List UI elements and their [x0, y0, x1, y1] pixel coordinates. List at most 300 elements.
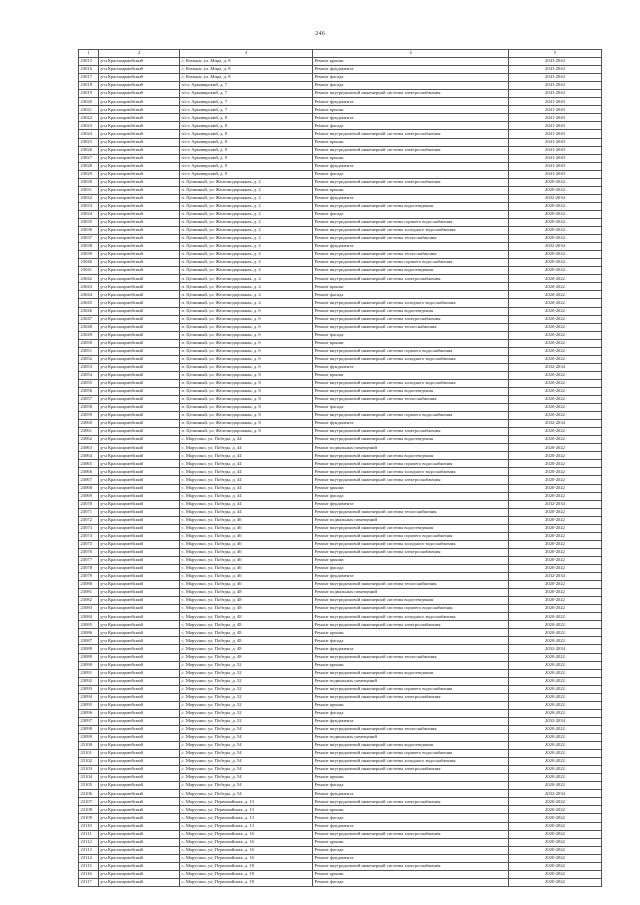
row-number-cell: 23024: [79, 130, 99, 138]
municipality-cell: р-н Красноармейский: [99, 275, 180, 283]
municipality-cell: р-н Красноармейский: [99, 645, 180, 653]
work-type-cell: Ремонт внутридомовой инженерной системы теплоснабжения: [313, 581, 509, 589]
period-cell: 2020-2022: [509, 210, 602, 218]
work-type-cell: Ремонт внутридомовой инженерной системы водоотведения: [313, 307, 509, 315]
row-number-cell: 23047: [79, 315, 99, 323]
row-number-cell: 23032: [79, 194, 99, 202]
work-type-cell: Ремонт крыши: [313, 774, 509, 782]
work-type-cell: Ремонт внутридомовой инженерной системы холодного водоснабжения: [313, 540, 509, 548]
table-row: [79, 468, 602, 476]
row-number-cell: 23110: [79, 822, 99, 830]
row-number-cell: 23089: [79, 653, 99, 661]
address-cell: п. Целинный, ул. Железнодорожная, д. 4: [180, 243, 313, 251]
address-cell: с. Марусино, ул. Победы, д. 54: [180, 782, 313, 790]
table-row: [79, 186, 602, 194]
period-cell: 2020-2022: [509, 661, 602, 669]
period-cell: 2032-2034: [509, 194, 602, 202]
municipality-cell: р-н Красноармейский: [99, 170, 180, 178]
table-row: [79, 573, 602, 581]
work-type-cell: Ремонт фундамента: [313, 114, 509, 122]
table-row: [79, 870, 602, 878]
address-cell: с. Марусино, ул. Победы, д. 48: [180, 637, 313, 645]
table-row: [79, 508, 602, 516]
row-number-cell: 23031: [79, 186, 99, 194]
address-cell: п. Целинный, ул. Железнодорожная, д. 6: [180, 355, 313, 363]
table-row: [79, 862, 602, 870]
row-number-cell: 23030: [79, 178, 99, 186]
table-row: [79, 685, 602, 693]
row-number-cell: 23025: [79, 138, 99, 146]
period-cell: 2020-2022: [509, 532, 602, 540]
address-cell: п. Целинный, ул. Железнодорожная, д. 2: [180, 178, 313, 186]
period-cell: 2020-2022: [509, 605, 602, 613]
row-number-cell: 23050: [79, 339, 99, 347]
municipality-cell: р-н Красноармейский: [99, 436, 180, 444]
address-cell: с. Марусино, ул. Победы, д. 44: [180, 484, 313, 492]
address-cell: с. Марусино, ул. Победы, д. 52: [180, 701, 313, 709]
municipality-cell: р-н Красноармейский: [99, 114, 180, 122]
work-type-cell: Ремонт внутридомовой инженерной системы холодного водоснабжения: [313, 355, 509, 363]
municipality-cell: р-н Красноармейский: [99, 484, 180, 492]
work-type-cell: Ремонт крыши: [313, 283, 509, 291]
period-cell: 2020-2022: [509, 862, 602, 870]
address-cell: п. Целинный, ул. Железнодорожная, д. 2: [180, 194, 313, 202]
period-cell: 2041-2043: [509, 114, 602, 122]
row-number-cell: 23048: [79, 323, 99, 331]
work-type-cell: Ремонт внутридомовой инженерной системы теплоснабжения: [313, 725, 509, 733]
address-cell: с. Марусино, ул. Победы, д. 52: [180, 661, 313, 669]
row-number-cell: 23099: [79, 733, 99, 741]
address-cell: с. Марусино, ул. Победы, д. 44: [180, 460, 313, 468]
period-cell: 2041-2043: [509, 58, 602, 66]
municipality-cell: р-н Красноармейский: [99, 476, 180, 484]
row-number-cell: 23065: [79, 460, 99, 468]
municipality-cell: р-н Красноармейский: [99, 597, 180, 605]
row-number-cell: 23084: [79, 613, 99, 621]
municipality-cell: р-н Красноармейский: [99, 814, 180, 822]
row-number-cell: 23076: [79, 548, 99, 556]
row-number-cell: 23116: [79, 870, 99, 878]
table-row: [79, 428, 602, 436]
address-cell: п/ст. Армавирский, д. 7: [180, 106, 313, 114]
period-cell: 2020-2022: [509, 685, 602, 693]
work-type-cell: Ремонт внутридомовой инженерной системы горячего водоснабжения: [313, 347, 509, 355]
work-type-cell: Ремонт внутридомовой инженерной системы водоотведения: [313, 524, 509, 532]
table-row: [79, 339, 602, 347]
address-cell: п/ст. Армавирский, д. 7: [180, 98, 313, 106]
address-cell: с. Марусино, ул. Победы, д. 46: [180, 524, 313, 532]
address-cell: с. Марусино, ул. Победы, д. 52: [180, 709, 313, 717]
table-row: [79, 500, 602, 508]
row-number-cell: 23016: [79, 66, 99, 74]
address-cell: п. Целинный, ул. Железнодорожная, д. 8: [180, 412, 313, 420]
address-cell: п/ст. Армавирский, д. 8: [180, 114, 313, 122]
work-type-cell: Ремонт внутридомовой инженерной системы электроснабжения: [313, 548, 509, 556]
period-cell: 2020-2022: [509, 565, 602, 573]
row-number-cell: 23040: [79, 259, 99, 267]
table-row: [79, 194, 602, 202]
work-type-cell: Ремонт внутридомовой инженерной системы теплоснабжения: [313, 323, 509, 331]
row-number-cell: 23070: [79, 500, 99, 508]
work-type-cell: Ремонт крыши: [313, 371, 509, 379]
table-row: [79, 227, 602, 235]
work-type-cell: Ремонт внутридомовой инженерной системы водоотведения: [313, 742, 509, 750]
municipality-cell: р-н Красноармейский: [99, 758, 180, 766]
municipality-cell: р-н Красноармейский: [99, 315, 180, 323]
row-number-cell: 23103: [79, 766, 99, 774]
work-type-cell: Ремонт внутридомовой инженерной системы теплоснабжения: [313, 396, 509, 404]
row-number-cell: 23071: [79, 508, 99, 516]
municipality-cell: р-н Красноармейский: [99, 235, 180, 243]
work-type-cell: Ремонт внутридомовой инженерной системы водоотведения: [313, 202, 509, 210]
row-number-cell: 23088: [79, 645, 99, 653]
table-row: [79, 556, 602, 564]
municipality-cell: р-н Красноармейский: [99, 58, 180, 66]
municipality-cell: р-н Красноармейский: [99, 709, 180, 717]
table-row: [79, 693, 602, 701]
municipality-cell: р-н Красноармейский: [99, 774, 180, 782]
municipality-cell: р-н Красноармейский: [99, 693, 180, 701]
table-row: [79, 275, 602, 283]
period-cell: 2020-2022: [509, 339, 602, 347]
row-number-cell: 23043: [79, 283, 99, 291]
work-type-cell: Ремонт фасада: [313, 814, 509, 822]
address-cell: с. Марусино, ул. Победы, д. 46: [180, 532, 313, 540]
municipality-cell: р-н Красноармейский: [99, 387, 180, 395]
table-row: [79, 524, 602, 532]
period-cell: 2020-2022: [509, 540, 602, 548]
municipality-cell: р-н Красноармейский: [99, 468, 180, 476]
table-row: [79, 645, 602, 653]
table-row: [79, 347, 602, 355]
table-row: [79, 532, 602, 540]
column-header: 2: [99, 50, 180, 58]
period-cell: 2020-2022: [509, 766, 602, 774]
period-cell: 2041-2043: [509, 122, 602, 130]
work-type-cell: Ремонт внутридомовой инженерной системы горячего водоснабжения: [313, 412, 509, 420]
row-number-cell: 23069: [79, 492, 99, 500]
table-row: [79, 846, 602, 854]
work-type-cell: Ремонт крыши: [313, 661, 509, 669]
period-cell: 2041-2043: [509, 82, 602, 90]
municipality-cell: р-н Красноармейский: [99, 210, 180, 218]
row-number-cell: 23080: [79, 581, 99, 589]
work-type-cell: Ремонт крыши: [313, 339, 509, 347]
municipality-cell: р-н Красноармейский: [99, 669, 180, 677]
period-cell: 2020-2022: [509, 251, 602, 259]
period-cell: 2041-2043: [509, 66, 602, 74]
municipality-cell: р-н Красноармейский: [99, 822, 180, 830]
municipality-cell: р-н Красноармейский: [99, 371, 180, 379]
row-number-cell: 23093: [79, 685, 99, 693]
period-cell: 2020-2022: [509, 227, 602, 235]
period-cell: 2032-2034: [509, 717, 602, 725]
table-row: [79, 170, 602, 178]
period-cell: 2041-2043: [509, 106, 602, 114]
address-cell: с. Марусино, ул. Победы, д. 44: [180, 500, 313, 508]
table-row: [79, 838, 602, 846]
work-type-cell: Ремонт фасада: [313, 74, 509, 82]
municipality-cell: р-н Красноармейский: [99, 146, 180, 154]
address-cell: с. Марусино, ул. Победы, д. 46: [180, 581, 313, 589]
table-row: [79, 766, 602, 774]
table-row: [79, 283, 602, 291]
period-cell: 2020-2022: [509, 806, 602, 814]
period-cell: 2020-2022: [509, 870, 602, 878]
work-type-cell: Ремонт крыши: [313, 138, 509, 146]
work-type-cell: Ремонт внутридомовой инженерной системы горячего водоснабжения: [313, 750, 509, 758]
municipality-cell: р-н Красноармейский: [99, 186, 180, 194]
period-cell: 2020-2022: [509, 637, 602, 645]
period-cell: 2032-2034: [509, 500, 602, 508]
period-cell: 2020-2022: [509, 822, 602, 830]
row-number-cell: 23042: [79, 275, 99, 283]
address-cell: п. Целинный, ул. Железнодорожная, д. 4: [180, 267, 313, 275]
work-type-cell: Ремонт внутридомовой инженерной системы электроснабжения: [313, 476, 509, 484]
municipality-cell: р-н Красноармейский: [99, 565, 180, 573]
address-cell: п/ст. Армавирский, д. 8: [180, 122, 313, 130]
municipality-cell: р-н Красноармейский: [99, 629, 180, 637]
table-row: [79, 74, 602, 82]
work-type-cell: Ремонт фундамента: [313, 98, 509, 106]
table-row: [79, 412, 602, 420]
address-cell: п. Целинный, ул. Железнодорожная, д. 2: [180, 210, 313, 218]
municipality-cell: р-н Красноармейский: [99, 420, 180, 428]
municipality-cell: р-н Красноармейский: [99, 581, 180, 589]
address-cell: с. Марусино, ул. Победы, д. 48: [180, 645, 313, 653]
municipality-cell: р-н Красноармейский: [99, 267, 180, 275]
table-row: [79, 629, 602, 637]
address-cell: п. Целинный, ул. Железнодорожная, д. 6: [180, 339, 313, 347]
table-row: [79, 548, 602, 556]
address-cell: с. Марусино, ул. Победы, д. 54: [180, 742, 313, 750]
work-type-cell: Ремонт внутридомовой инженерной системы электроснабжения: [313, 146, 509, 154]
table-row: [79, 202, 602, 210]
period-cell: 2020-2022: [509, 202, 602, 210]
municipality-cell: р-н Красноармейский: [99, 162, 180, 170]
table-row: [79, 90, 602, 98]
row-number-cell: 23029: [79, 170, 99, 178]
row-number-cell: 23092: [79, 677, 99, 685]
municipality-cell: р-н Красноармейский: [99, 685, 180, 693]
work-type-cell: Ремонт крыши: [313, 806, 509, 814]
municipality-cell: р-н Красноармейский: [99, 806, 180, 814]
row-number-cell: 23041: [79, 267, 99, 275]
period-cell: 2020-2022: [509, 669, 602, 677]
period-cell: 2020-2022: [509, 476, 602, 484]
row-number-cell: 23022: [79, 114, 99, 122]
column-header: 3: [180, 50, 313, 58]
table-row: [79, 106, 602, 114]
municipality-cell: р-н Красноармейский: [99, 846, 180, 854]
row-number-cell: 23058: [79, 404, 99, 412]
row-number-cell: 23083: [79, 605, 99, 613]
work-type-cell: Ремонт фасада: [313, 709, 509, 717]
work-type-cell: Ремонт фасада: [313, 291, 509, 299]
period-cell: 2020-2022: [509, 428, 602, 436]
municipality-cell: р-н Красноармейский: [99, 331, 180, 339]
address-cell: с. Марусино, ул. Победы, д. 44: [180, 444, 313, 452]
address-cell: п/ст. Армавирский, д. 8: [180, 130, 313, 138]
period-cell: 2020-2022: [509, 307, 602, 315]
address-cell: с. Марусино, ул. Первомайская, д. 16: [180, 854, 313, 862]
row-number-cell: 23096: [79, 709, 99, 717]
work-type-cell: Ремонт крыши: [313, 838, 509, 846]
table-row: [79, 717, 602, 725]
address-cell: п. Целинный, ул. Железнодорожная, д. 6: [180, 323, 313, 331]
address-cell: с. Марусино, ул. Победы, д. 54: [180, 725, 313, 733]
address-cell: п. Целинный, ул. Железнодорожная, д. 8: [180, 387, 313, 395]
row-number-cell: 23066: [79, 468, 99, 476]
table-row: [79, 822, 602, 830]
period-cell: 2020-2022: [509, 444, 602, 452]
row-number-cell: 23059: [79, 412, 99, 420]
period-cell: 2041-2043: [509, 170, 602, 178]
table-row: [79, 146, 602, 154]
period-cell: 2020-2022: [509, 436, 602, 444]
address-cell: с. Марусино, ул. Первомайская, д. 16: [180, 846, 313, 854]
municipality-cell: р-н Красноармейский: [99, 733, 180, 741]
municipality-cell: р-н Красноармейский: [99, 227, 180, 235]
address-cell: с. Марусино, ул. Первомайская, д. 13: [180, 814, 313, 822]
period-cell: 2020-2022: [509, 878, 602, 886]
work-type-cell: Ремонт крыши: [313, 58, 509, 66]
table-row: [79, 830, 602, 838]
municipality-cell: р-н Красноармейский: [99, 854, 180, 862]
work-type-cell: Ремонт фасада: [313, 637, 509, 645]
period-cell: 2020-2022: [509, 758, 602, 766]
address-cell: п. Целинный, ул. Железнодорожная, д. 4: [180, 291, 313, 299]
municipality-cell: р-н Красноармейский: [99, 154, 180, 162]
address-cell: с. Марусино, ул. Победы, д. 46: [180, 548, 313, 556]
municipality-cell: р-н Красноармейский: [99, 323, 180, 331]
row-number-cell: 23075: [79, 540, 99, 548]
address-cell: с. Марусино, ул. Победы, д. 48: [180, 605, 313, 613]
row-number-cell: 23095: [79, 701, 99, 709]
period-cell: 2041-2043: [509, 130, 602, 138]
municipality-cell: р-н Красноармейский: [99, 508, 180, 516]
address-cell: п. Целинный, ул. Железнодорожная, д. 4: [180, 259, 313, 267]
municipality-cell: р-н Красноармейский: [99, 90, 180, 98]
row-number-cell: 23045: [79, 299, 99, 307]
table-header-row: [79, 50, 602, 58]
row-number-cell: 23036: [79, 227, 99, 235]
municipality-cell: р-н Красноармейский: [99, 653, 180, 661]
row-number-cell: 23034: [79, 210, 99, 218]
work-type-cell: Ремонт внутридомовой инженерной системы теплоснабжения: [313, 508, 509, 516]
address-cell: с. Марусино, ул. Победы, д. 48: [180, 629, 313, 637]
address-cell: с. Марусино, ул. Победы, д. 48: [180, 589, 313, 597]
period-cell: 2020-2022: [509, 355, 602, 363]
municipality-cell: р-н Красноармейский: [99, 355, 180, 363]
table-row: [79, 540, 602, 548]
row-number-cell: 23064: [79, 452, 99, 460]
municipality-cell: р-н Красноармейский: [99, 452, 180, 460]
period-cell: 2020-2022: [509, 677, 602, 685]
table-row: [79, 653, 602, 661]
period-cell: 2020-2022: [509, 854, 602, 862]
address-cell: с. Марусино, ул. Победы, д. 48: [180, 653, 313, 661]
row-number-cell: 23056: [79, 387, 99, 395]
table-row: [79, 621, 602, 629]
row-number-cell: 23073: [79, 524, 99, 532]
table-row: [79, 669, 602, 677]
address-cell: с. Марусино, ул. Первомайская, д. 16: [180, 838, 313, 846]
table-row: [79, 436, 602, 444]
work-type-cell: Ремонт крыши: [313, 556, 509, 564]
address-cell: п. Целинный, ул. Железнодорожная, д. 6: [180, 307, 313, 315]
period-cell: 2020-2022: [509, 218, 602, 226]
municipality-cell: р-н Красноармейский: [99, 363, 180, 371]
address-cell: с. Коммун, ул. Мира, д. 8: [180, 66, 313, 74]
address-cell: п. Целинный, ул. Железнодорожная, д. 6: [180, 363, 313, 371]
work-type-cell: Ремонт фасада: [313, 846, 509, 854]
address-cell: с. Марусино, ул. Победы, д. 44: [180, 492, 313, 500]
municipality-cell: р-н Красноармейский: [99, 202, 180, 210]
table-row: [79, 210, 602, 218]
table-row: [79, 315, 602, 323]
municipality-cell: р-н Красноармейский: [99, 556, 180, 564]
table-row: [79, 677, 602, 685]
row-number-cell: 23021: [79, 106, 99, 114]
work-type-cell: Ремонт фасада: [313, 82, 509, 90]
address-cell: п/ст. Армавирский, д. 7: [180, 82, 313, 90]
work-type-cell: Ремонт внутридомовой инженерной системы горячего водоснабжения: [313, 685, 509, 693]
table-row: [79, 581, 602, 589]
period-cell: 2020-2022: [509, 404, 602, 412]
period-cell: 2020-2022: [509, 548, 602, 556]
address-cell: с. Марусино, ул. Победы, д. 44: [180, 476, 313, 484]
row-number-cell: 23046: [79, 307, 99, 315]
work-type-cell: Ремонт внутридомовой инженерной системы теплоснабжения: [313, 653, 509, 661]
address-cell: п. Целинный, ул. Железнодорожная, д. 6: [180, 347, 313, 355]
period-cell: 2020-2022: [509, 774, 602, 782]
municipality-cell: р-н Красноармейский: [99, 862, 180, 870]
period-cell: 2032-2034: [509, 573, 602, 581]
period-cell: 2020-2022: [509, 701, 602, 709]
table-row: [79, 444, 602, 452]
municipality-cell: р-н Красноармейский: [99, 66, 180, 74]
work-type-cell: Ремонт внутридомовой инженерной системы холодного водоснабжения: [313, 468, 509, 476]
period-cell: 2020-2022: [509, 396, 602, 404]
work-type-cell: Ремонт крыши: [313, 870, 509, 878]
work-type-cell: Ремонт внутридомовой инженерной системы электроснабжения: [313, 428, 509, 436]
address-cell: с. Марусино, ул. Победы, д. 44: [180, 508, 313, 516]
address-cell: п. Целинный, ул. Железнодорожная, д. 8: [180, 379, 313, 387]
table-row: [79, 387, 602, 395]
period-cell: 2020-2022: [509, 589, 602, 597]
row-number-cell: 23108: [79, 806, 99, 814]
address-cell: п. Целинный, ул. Железнодорожная, д. 2: [180, 235, 313, 243]
address-cell: с. Марусино, ул. Победы, д. 46: [180, 516, 313, 524]
table-row: [79, 154, 602, 162]
municipality-cell: р-н Красноармейский: [99, 307, 180, 315]
period-cell: 2020-2022: [509, 468, 602, 476]
row-number-cell: 23114: [79, 854, 99, 862]
municipality-cell: р-н Красноармейский: [99, 347, 180, 355]
table-row: [79, 589, 602, 597]
row-number-cell: 23068: [79, 484, 99, 492]
period-cell: 2020-2022: [509, 235, 602, 243]
work-type-cell: Ремонт внутридомовой инженерной системы электроснабжения: [313, 315, 509, 323]
period-cell: 2020-2022: [509, 750, 602, 758]
capital-repair-table: [78, 49, 602, 887]
row-number-cell: 23074: [79, 532, 99, 540]
row-number-cell: 23094: [79, 693, 99, 701]
column-header: 5: [509, 50, 602, 58]
work-type-cell: Ремонт фасада: [313, 331, 509, 339]
work-type-cell: Ремонт внутридомовой инженерной системы холодного водоснабжения: [313, 299, 509, 307]
